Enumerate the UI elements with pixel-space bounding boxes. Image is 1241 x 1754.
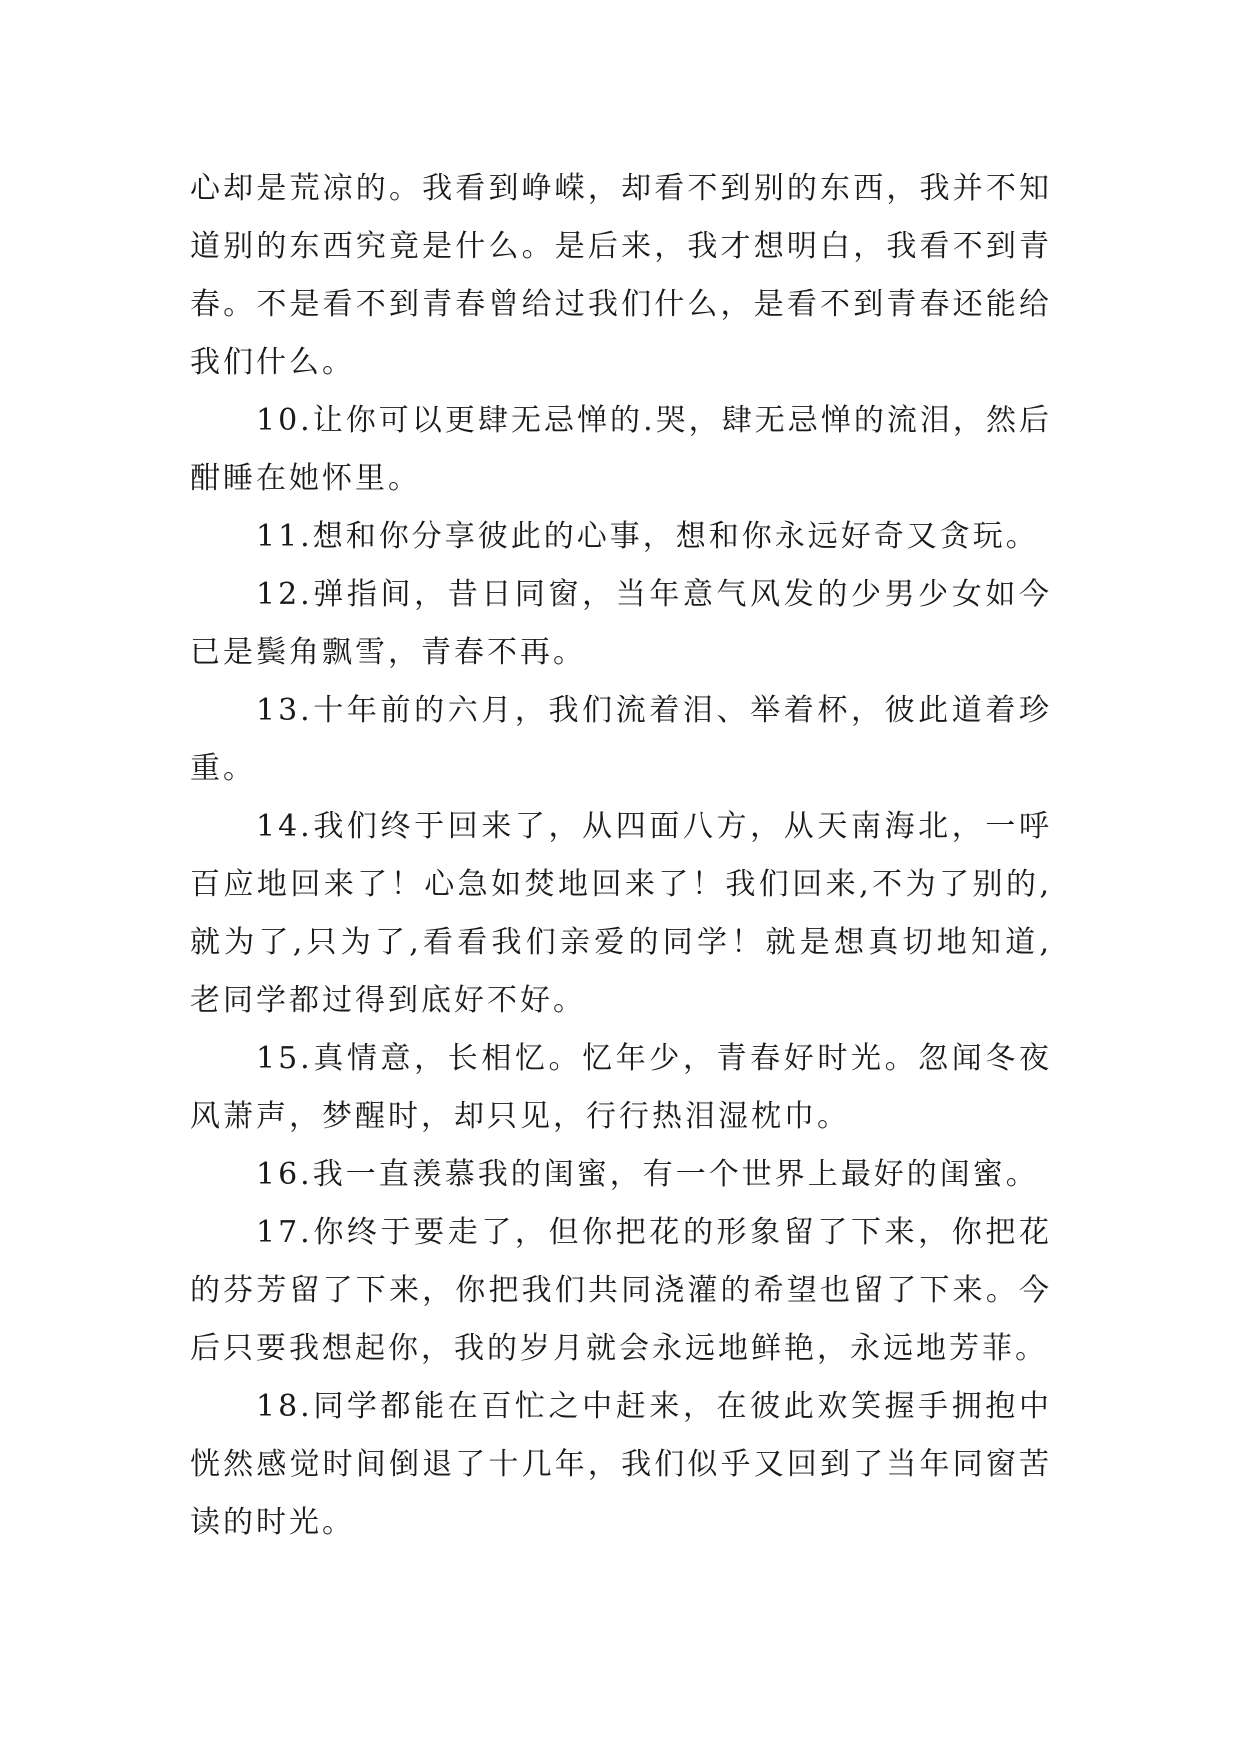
paragraph-item-14: 14.我们终于回来了，从四面八方，从天南海北，一呼百应地回来了！心急如焚地回来了！我们回来,不为了别的,就为了,只为了,看看我们亲爱的同学！就是想真切地知道,老同学都过得到底好不好。	[190, 809, 1052, 1018]
paragraph-item-18: 18.同学都能在百忙之中赶来，在彼此欢笑握手拥抱中恍然感觉时间倒退了十几年，我们似乎又回到了当年同窗苦读的时光。	[190, 1389, 1052, 1540]
paragraph-continued: 心却是荒凉的。我看到峥嵘，却看不到别的东西，我并不知道别的东西究竟是什么。是后来，我才想明白，我看不到青春。不是看不到青春曾给过我们什么，是看不到青春还能给我们什么。	[190, 171, 1052, 380]
paragraph-item-12: 12.弹指间，昔日同窗，当年意气风发的少男少女如今已是鬓角飘雪，青春不再。	[190, 577, 1052, 670]
paragraph-item-10: 10.让你可以更肆无忌惮的.哭，肆无忌惮的流泪，然后酣睡在她怀里。	[190, 403, 1052, 496]
paragraph-item-13: 13.十年前的六月，我们流着泪、举着杯，彼此道着珍重。	[190, 693, 1052, 786]
document-body	[190, 160, 1052, 1552]
paragraph-item-17: 17.你终于要走了，但你把花的形象留了下来，你把花的芬芳留了下来，你把我们共同浇灌的希望也留了下来。今后只要我想起你，我的岁月就会永远地鲜艳，永远地芳菲。	[190, 1215, 1052, 1366]
paragraph-item-15: 15.真情意，长相忆。忆年少，青春好时光。忽闻冬夜风萧声，梦醒时，却只见，行行热泪湿枕巾。	[190, 1041, 1052, 1134]
paragraph-item-11: 11.想和你分享彼此的心事，想和你永远好奇又贪玩。	[256, 519, 1039, 554]
paragraph-item-16: 16.我一直羡慕我的闺蜜，有一个世界上最好的闺蜜。	[256, 1157, 1039, 1192]
